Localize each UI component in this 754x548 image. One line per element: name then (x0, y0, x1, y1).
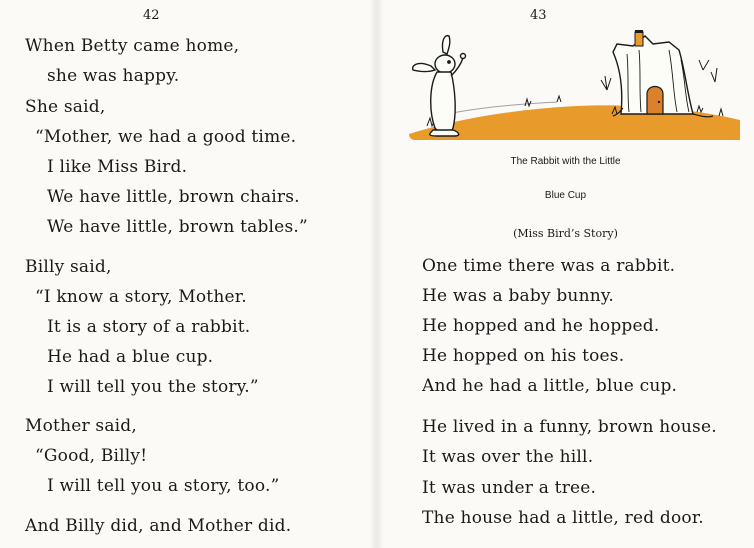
text-line: I like Miss Bird. (47, 157, 188, 177)
story-illustration (407, 30, 742, 142)
text-line: I will tell you the story.” (47, 377, 259, 397)
text-line: And he had a little, blue cup. (422, 376, 678, 396)
text-line: He had a blue cup. (47, 347, 214, 367)
text-line: He hopped and he hopped. (422, 316, 660, 336)
text-line: It was under a tree. (422, 478, 597, 498)
text-line: And Billy did, and Mother did. (25, 516, 292, 536)
text-line: It is a story of a rabbit. (47, 317, 251, 337)
text-line: I will tell you a story, too.” (47, 476, 280, 496)
page-number-left: 42 (143, 8, 160, 23)
text-line: He hopped on his toes. (422, 346, 625, 366)
text-line: When Betty came home, (25, 36, 240, 56)
story-subtitle: (Miss Bird’s Story) (513, 227, 618, 240)
rabbit-icon (413, 36, 466, 136)
text-line: Billy said, (25, 257, 112, 277)
text-line: It was over the hill. (422, 447, 594, 467)
text-line: We have little, brown tables.” (47, 217, 308, 237)
tree-stump-house-icon (601, 30, 717, 117)
text-line: He lived in a funny, brown house. (422, 417, 717, 437)
text-line: He was a baby bunny. (422, 286, 615, 306)
text-line: she was happy. (47, 66, 180, 86)
text-line: “I know a story, Mother. (35, 287, 247, 307)
story-title-line-2: Blue Cup (544, 190, 587, 201)
page-number-right: 43 (530, 8, 547, 23)
text-line: One time there was a rabbit. (422, 256, 676, 276)
right-page (377, 0, 754, 548)
text-line: “Good, Billy! (35, 446, 148, 466)
text-line: Mother said, (25, 416, 137, 436)
story-title-line-1: The Rabbit with the Little (510, 156, 621, 167)
text-line: She said, (25, 97, 106, 117)
text-line: “Mother, we had a good time. (35, 127, 297, 147)
text-line: The house had a little, red door. (422, 508, 704, 528)
text-line: We have little, brown chairs. (47, 187, 300, 207)
